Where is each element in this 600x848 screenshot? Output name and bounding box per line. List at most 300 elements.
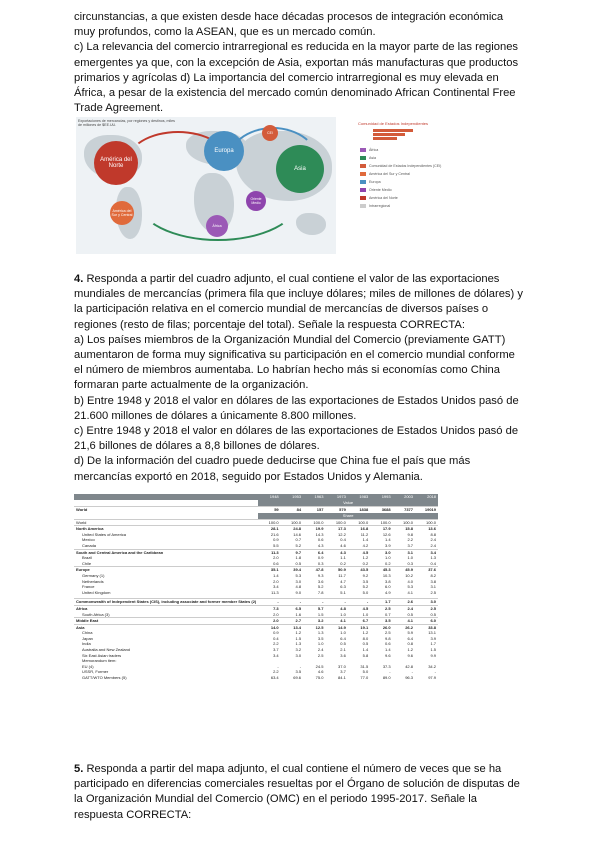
legend-item: América del Norte <box>360 194 448 202</box>
cell: 15.8 <box>393 526 415 532</box>
cell: 3.2 <box>303 618 325 625</box>
cell: 2.5 <box>317 652 324 658</box>
cell: 1.0 <box>407 555 413 561</box>
row-label: India <box>82 641 91 647</box>
question-5-number: 5. <box>74 763 84 775</box>
cell: 26.0 <box>370 624 392 630</box>
bubble-europe: Europa <box>204 131 244 171</box>
bubble-south-america: América del Sur y Central <box>110 201 134 225</box>
cell: 1.5 <box>430 647 436 653</box>
bubble-asia: Asia <box>276 145 324 193</box>
cell: 0.7 <box>385 611 391 617</box>
cell: 19.1 <box>348 624 370 630</box>
cell: 5.0 <box>362 589 369 595</box>
cell: - <box>277 663 279 669</box>
row-label: Asia <box>74 624 258 630</box>
row-label: United States of America <box>82 531 127 537</box>
row-label: Germany (1) <box>82 572 105 578</box>
cell: 19019 <box>415 507 438 513</box>
cell: 31.5 <box>360 663 369 669</box>
cell: 1.2 <box>362 555 369 561</box>
cell: 26.2 <box>393 624 415 630</box>
cell: 0.5 <box>340 641 346 647</box>
cell: 1.2 <box>407 647 413 653</box>
cell: 6.5 <box>281 605 303 611</box>
cell: 100.0 <box>370 519 392 526</box>
cell: 7.8 <box>317 589 324 595</box>
cell: - <box>411 669 413 675</box>
cell: 45.3 <box>370 567 392 573</box>
cell: 12.6 <box>382 531 391 537</box>
row-label: Netherlands <box>82 578 104 584</box>
cell: 0.2 <box>340 560 346 566</box>
cell: 1.4 <box>385 647 391 653</box>
cell: 6.4 <box>340 635 346 641</box>
cell: 3.9 <box>385 542 391 548</box>
cell: 11.3 <box>271 589 279 595</box>
cell: 3688 <box>370 507 392 513</box>
cell: 3.7 <box>273 647 279 653</box>
bubble-cis: CEI <box>262 125 278 141</box>
legend-item: Europa <box>360 178 448 186</box>
cell: 4.8 <box>325 605 347 611</box>
cell: 5.2 <box>362 584 369 590</box>
cell: 5.2 <box>317 584 324 590</box>
cell: 1.4 <box>362 537 369 543</box>
row-label: EU (4) <box>82 663 94 669</box>
row-label: United Kingdom <box>82 589 111 595</box>
cell: 2.0 <box>273 578 279 584</box>
row-label: Europe <box>74 567 258 573</box>
legend-item: África <box>360 146 448 154</box>
cell: 3.4 <box>415 549 438 555</box>
cell: 579 <box>325 507 347 513</box>
cell: 9.8 <box>385 635 391 641</box>
cell: 2.0 <box>273 611 279 617</box>
cell: 0.7 <box>295 537 302 543</box>
cell: 4.1 <box>325 618 347 625</box>
cell: 3.0 <box>370 549 392 555</box>
cell: 2.4 <box>430 537 436 543</box>
cell: 3.8 <box>385 578 391 584</box>
cell: 3.5 <box>317 635 324 641</box>
cell: 0.5 <box>362 641 369 647</box>
row-label: Canada <box>82 542 97 548</box>
cell: 24.8 <box>281 526 303 532</box>
cell: 3.0 <box>415 599 438 606</box>
cell: 1.3 <box>317 630 324 636</box>
cell: 3.7 <box>407 542 413 548</box>
cell: - <box>299 663 302 669</box>
cell: 17.9 <box>370 526 392 532</box>
legend-list <box>338 146 448 210</box>
row-label: Japan <box>82 635 93 641</box>
cell: 89.0 <box>382 675 391 681</box>
cell: 43.5 <box>348 567 370 573</box>
cell: - <box>258 599 280 606</box>
cell: 2.1 <box>340 647 346 653</box>
year-header: 2018 <box>415 494 438 500</box>
text-block-intro <box>74 10 526 116</box>
year-header: 1993 <box>370 494 392 500</box>
cell: 5.3 <box>407 584 413 590</box>
cell: 13.6 <box>415 526 438 532</box>
question-4-stem <box>74 272 526 333</box>
legend-title: Comunidad de Estados Independientes <box>357 121 429 126</box>
cell: 0.4 <box>340 537 346 543</box>
cell: 5.7 <box>303 605 325 611</box>
cell: 1.3 <box>295 641 302 647</box>
cell: 4.7 <box>340 578 346 584</box>
cell: 39.4 <box>281 567 303 573</box>
question-5-stem <box>74 762 526 823</box>
cell: 5.0 <box>362 669 369 675</box>
exports-map-figure <box>76 117 448 254</box>
row-label: Brazil <box>82 555 93 561</box>
cell: 3.9 <box>430 635 436 641</box>
exports-table <box>74 494 438 681</box>
cell: 3.8 <box>430 578 436 584</box>
cell: 37.6 <box>415 567 438 573</box>
option-4b: b) Entre 1948 y 2018 el valor en dólares de las exportaciones de Estados Unidos pasó de 21.600 millones de dólares a únicamente 8.800 millones. <box>74 394 519 422</box>
cell: 0.6 <box>385 641 391 647</box>
row-label: China <box>82 630 93 636</box>
cell: 2.7 <box>281 618 303 625</box>
cell: 6.7 <box>348 618 370 625</box>
cell: 3.0 <box>295 652 302 658</box>
cell: 3.5 <box>295 669 302 675</box>
row-label: France <box>82 584 95 590</box>
cell: 47.8 <box>303 567 325 573</box>
cell: 16.8 <box>348 526 370 532</box>
cell: 14.6 <box>293 531 302 537</box>
cell: 4.9 <box>385 589 391 595</box>
cell: 0.4 <box>273 635 279 641</box>
cell: 12.5 <box>303 624 325 630</box>
cell: 5.1 <box>340 589 346 595</box>
row-label: Commonwealth of Independent States (CIS), including associate and former member States (2) <box>76 599 257 605</box>
cell: 63.4 <box>270 675 279 681</box>
cell: 0.9 <box>273 537 279 543</box>
cell: 1.0 <box>340 630 346 636</box>
cell: 11.2 <box>360 531 369 537</box>
cell: 1.4 <box>273 572 279 578</box>
cell: 1.2 <box>362 630 369 636</box>
cell: 0.8 <box>407 641 413 647</box>
bubble-africa: África <box>206 215 228 237</box>
cell: 1.8 <box>295 555 302 561</box>
cell: 69.6 <box>293 675 302 681</box>
cell: 4.8 <box>295 584 302 590</box>
cell: 5.8 <box>362 652 369 658</box>
cell: 2.5 <box>415 605 438 611</box>
cell: 8.2 <box>430 572 436 578</box>
land-oceania <box>296 213 326 235</box>
cell: 4.5 <box>348 549 370 555</box>
cell: 3.1 <box>430 584 436 590</box>
year-header: 2003 <box>393 494 415 500</box>
cell: 10.2 <box>405 572 413 578</box>
row-label: Six East Asian traders <box>82 652 122 658</box>
cell: 9.9 <box>430 652 436 658</box>
cell: 5.2 <box>295 542 302 548</box>
cell: 3.6 <box>340 652 346 658</box>
cell: 0.2 <box>385 560 391 566</box>
year-header: 1963 <box>303 494 325 500</box>
cell: 28.1 <box>258 526 280 532</box>
cell: 3.4 <box>273 584 279 590</box>
cell: 1.7 <box>370 599 392 606</box>
cell: 9.6 <box>385 652 391 658</box>
cell: 4.2 <box>362 542 369 548</box>
cell: 9.0 <box>295 589 302 595</box>
table-row <box>74 618 438 625</box>
cell: 6.3 <box>340 584 346 590</box>
cell: 21.6 <box>270 531 279 537</box>
year-header: 1948 <box>258 494 280 500</box>
legend-bar <box>373 129 413 132</box>
cell: 2.5 <box>370 605 392 611</box>
cell: 0.9 <box>273 630 279 636</box>
legend-bar <box>373 137 397 140</box>
cell: 3.5 <box>370 618 392 625</box>
cell: 100.0 <box>258 519 280 526</box>
map-legend <box>338 117 448 254</box>
cell: 4.6 <box>317 669 324 675</box>
cell: 2.6 <box>393 599 415 606</box>
cell: 1.6 <box>295 611 302 617</box>
cell: 7.3 <box>258 605 280 611</box>
year-header: 1983 <box>348 494 370 500</box>
cell: 0.5 <box>407 611 413 617</box>
cell: 9.7 <box>281 549 303 555</box>
value-band-label: Value <box>258 500 438 507</box>
cell: 100.0 <box>348 519 370 526</box>
row-label: Middle East <box>74 618 258 625</box>
legend-item: Oriente Medio <box>360 186 448 194</box>
cell: 5.3 <box>295 572 302 578</box>
cell: 42.8 <box>405 663 413 669</box>
option-4a: a) Los países miembros de la Organización Mundial del Comercio (previamente GATT) aumentaron de forma muy significativa su participación en el comercio mundial conforme el número de miembros aumentaba. Lo habrían hecho más si economías como China formaran parte actualmente de la organización. <box>74 333 515 392</box>
cell: 17.3 <box>325 526 347 532</box>
cell: 1.1 <box>340 555 346 561</box>
cell: 14.3 <box>315 531 324 537</box>
row-label: World <box>74 507 258 513</box>
cell: 1838 <box>348 507 370 513</box>
cell: 4.5 <box>348 605 370 611</box>
cell: 2.4 <box>317 647 324 653</box>
cell: 37.3 <box>382 663 391 669</box>
cell: 157 <box>303 507 325 513</box>
cell: 11.3 <box>258 549 280 555</box>
cell: 6.0 <box>415 618 438 625</box>
cell: 4.3 <box>325 549 347 555</box>
cell: 1.3 <box>430 555 436 561</box>
exports-table-body <box>74 494 438 681</box>
question-5 <box>74 762 526 823</box>
cell: 0.5 <box>295 560 302 566</box>
row-label: Africa <box>74 605 258 611</box>
cell: 9.3 <box>317 572 324 578</box>
cell: 4.3 <box>317 542 324 548</box>
row-label: South and Central America and the Caribbean <box>74 549 258 555</box>
cell: 59 <box>258 507 280 513</box>
cell: 1.0 <box>362 611 369 617</box>
row-label: Chile <box>82 560 92 566</box>
row-label: USSR, Former <box>82 669 109 675</box>
legend-bar <box>373 133 405 136</box>
row-label: Mexico <box>82 537 95 543</box>
cell: 8.8 <box>430 531 436 537</box>
cell: 4.1 <box>393 618 415 625</box>
cell: 11.7 <box>338 572 346 578</box>
row-label: North America <box>74 526 258 532</box>
cell: - <box>389 669 391 675</box>
cell: 0.4 <box>430 560 436 566</box>
cell: 0.5 <box>430 611 436 617</box>
cell: 3.2 <box>295 647 302 653</box>
row-label: South Africa (3) <box>82 611 110 617</box>
cell: 2.4 <box>430 542 436 548</box>
legend-item: América del Sur y Central <box>360 170 448 178</box>
row-label: World <box>74 519 258 526</box>
cell: 1.5 <box>317 611 324 617</box>
question-4-number: 4. <box>74 273 84 285</box>
cell: 2.2 <box>407 537 413 543</box>
cell: 3.5 <box>362 578 369 584</box>
legend-item: Intrarregional <box>360 202 448 210</box>
cell: 1.4 <box>385 537 391 543</box>
cell: 37.0 <box>338 663 346 669</box>
cell: 9.8 <box>407 531 413 537</box>
cell: 14.0 <box>258 624 280 630</box>
cell: 4.0 <box>407 578 413 584</box>
cell: 2.4 <box>393 605 415 611</box>
question-4-text: Responda a partir del cuadro adjunto, el cual contiene el valor de las exportaciones mundiales de mercancías (primera fila que incluye dólares; miles de millones de dólares) y la participación relativa en el comercio mundial de mercancías de diversos países o regiones (resto de filas; porcentaje del total). Señale la respuesta CORRECTA: <box>74 273 523 331</box>
cell: 100.0 <box>325 519 347 526</box>
cell: 100.0 <box>303 519 325 526</box>
year-header: 1953 <box>281 494 303 500</box>
cell: 45.9 <box>393 567 415 573</box>
table-row <box>74 675 438 681</box>
cell: 6.4 <box>407 635 413 641</box>
map-caption: Exportaciones de mercancías, por regiones y destinos, miles de millones de $EE.UU. <box>78 119 175 128</box>
cell: 3.0 <box>295 578 302 584</box>
cell: 33.8 <box>415 624 438 630</box>
cell: 0.2 <box>362 560 369 566</box>
cell: 5.5 <box>273 542 279 548</box>
cell: 12.2 <box>338 531 346 537</box>
cell: 1.5 <box>295 635 302 641</box>
row-label: Memorandum item: <box>82 658 117 664</box>
cell: 96.3 <box>405 675 413 681</box>
row-label: Australia and New Zealand <box>82 647 131 653</box>
question-4 <box>74 272 526 485</box>
cell: 75.0 <box>315 675 324 681</box>
year-header: 1973 <box>325 494 347 500</box>
cell: 13.1 <box>428 630 436 636</box>
row-label: GATT/WTO Members (5) <box>82 675 127 681</box>
cell: 14.9 <box>325 624 347 630</box>
cell: 2.5 <box>385 630 391 636</box>
cell: 35.1 <box>258 567 280 573</box>
cell: 6.0 <box>385 584 391 590</box>
cell: 9.2 <box>362 572 369 578</box>
cell: 84.1 <box>338 675 346 681</box>
cell: 1.0 <box>385 555 391 561</box>
bubble-middle-east: Oriente Medio <box>246 191 266 211</box>
cell: 7377 <box>393 507 415 513</box>
cell: 4.1 <box>407 589 413 595</box>
cell: 2.0 <box>258 618 280 625</box>
cell: 3.4 <box>273 652 279 658</box>
cell: 1.4 <box>362 647 369 653</box>
cell: 100.0 <box>393 519 415 526</box>
cell: 2.5 <box>430 589 436 595</box>
cell: 50.9 <box>325 567 347 573</box>
cell: 13.4 <box>281 624 303 630</box>
cell: 3.1 <box>393 549 415 555</box>
cell: 1.0 <box>317 641 324 647</box>
cell: 3.6 <box>317 578 324 584</box>
cell: 0.3 <box>407 560 413 566</box>
cell: 0.6 <box>273 560 279 566</box>
share-band-label: Share <box>258 513 438 520</box>
cell: - <box>281 599 303 606</box>
cell: 97.9 <box>428 675 436 681</box>
cell: - <box>303 599 325 606</box>
legend-item: Comunidad de Estados Independientes (CEI) <box>360 162 448 170</box>
cell: - <box>325 599 347 606</box>
cell: 3.7 <box>340 669 346 675</box>
bubble-north-america: América del Norte <box>94 141 138 185</box>
cell: 24.5 <box>315 663 324 669</box>
cell: 4.6 <box>340 542 346 548</box>
cell: 0.9 <box>317 555 324 561</box>
cell: - <box>348 599 370 606</box>
cell: 1.2 <box>295 630 302 636</box>
question-5-text: Responda a partir del mapa adjunto, el cual contiene el número de veces que se ha participado en diferencias comerciales resueltas por el Órgano de solución de disputas de la Organización Mundial del Comercio (OMC) en el periodo 1995-2017. Señale la respuesta CORRECTA: <box>74 763 520 821</box>
cell: 84 <box>281 507 303 513</box>
world-map <box>76 117 336 254</box>
cell: 6.4 <box>303 549 325 555</box>
cell: 100.0 <box>415 519 438 526</box>
cell: 8.0 <box>362 635 369 641</box>
cell: 19.9 <box>303 526 325 532</box>
paragraph-continuation: circunstancias, a que existen desde hace décadas procesos de integración económica muy profundos, como la ASEAN, que es un mercado común. <box>74 11 504 39</box>
cell: 77.0 <box>360 675 369 681</box>
option-4d: d) De la información del cuadro puede deducirse que China fue el país que más mercancías exportó en 2018, seguido por Estados Unidos y Alemania. <box>74 455 471 483</box>
cell: 100.0 <box>281 519 303 526</box>
cell: 2.2 <box>273 641 279 647</box>
paragraph-options-c-d: c) La relevancia del comercio intrarregional es reducida en la mayor parte de las regiones emergentes ya que, con la excepción de Asia, exportan más manufacturas que productos primarios y agrícolas d) La importancia del comercio intrarregional es muy elevada en África, a pesar de la existencia del mercado común denominado African Continental Free Trade Agreement. <box>74 41 519 115</box>
legend-item: Asia <box>360 154 448 162</box>
cell: 2.0 <box>273 555 279 561</box>
legend-bars <box>373 129 413 140</box>
cell: 9.6 <box>407 652 413 658</box>
cell: 34.2 <box>428 663 436 669</box>
cell: 1.7 <box>430 641 436 647</box>
cell: 10.3 <box>382 572 391 578</box>
option-4c: c) Entre 1948 y 2018 el valor en dólares de las exportaciones de Estados Unidos pasó de 21,6 billones de dólares a 8,8 billones de dólares. <box>74 425 519 453</box>
cell: - <box>434 669 436 675</box>
table-row <box>74 519 438 526</box>
cell: 0.3 <box>317 560 324 566</box>
cell: 2.2 <box>273 669 279 675</box>
table-row <box>74 599 438 606</box>
cell: 0.6 <box>317 537 324 543</box>
cell: 1.0 <box>340 611 346 617</box>
